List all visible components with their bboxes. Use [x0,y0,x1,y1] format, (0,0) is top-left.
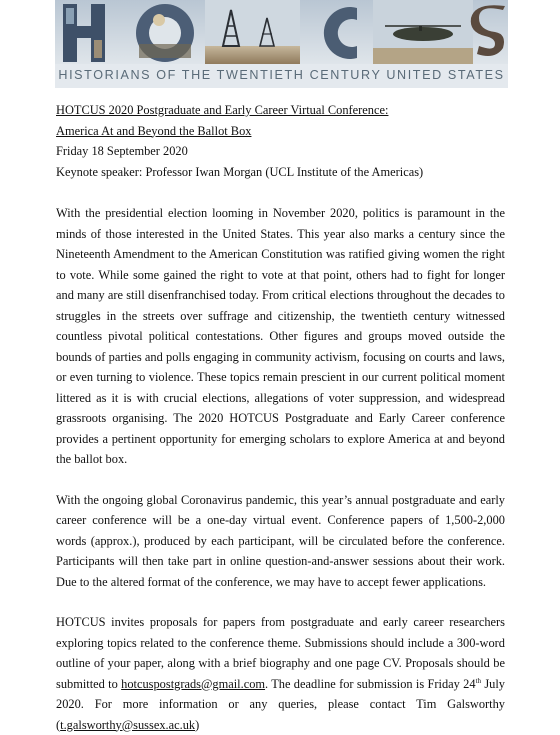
conference-title-line1: HOTCUS 2020 Postgraduate and Early Career Virtual Conference: [56,103,389,117]
paragraph-context: With the presidential election looming in November 2020, politics is paramount in the minds of those interested in the United States. This year also marks a century since the Nineteenth Amendment to the American Constitution was ratified giving women the right to vote. While some gained the right to vote at that point, others had to fight for longer and many are still disenfranchised today. From critical elections throughout the decades to struggles in the streets over suffrage and citizenship, the twentieth century witnessed countless pivotal political contestations. Other figures and groups moved outside the bounds of parties and polls engaging in community activism, focusing on courts and laws, or even turning to violence. These topics remain prescient in our current political moment littered as it is with crucial elections, allegations of voter suppression, and widespread grassroots organising. The 2020 HOTCUS Postgraduate and Early Career conference provides a pertinent opportunity for emerging scholars to explore America at and beyond the ballot box. [56,206,505,466]
deadline-ordinal-suffix: th [475,676,482,685]
submission-text-part1: HOTCUS invites proposals for papers from postgraduate and early career researchers exploring topics related to the conference theme. Submissions should include a 300-word outline of your paper, along with a brief biography and one page CV. Proposals should be submitted to [56,615,505,691]
submission-text-part2: . The deadline for submission is Friday 24 [265,676,476,691]
submission-text-part3: July 2020. For more information or any queries, please contact Tim Galsworthy ( [56,676,505,732]
submission-text-part4: ) [195,717,200,732]
paragraph-submission [56,612,505,735]
conference-title-line2: America At and Beyond the Ballot Box [56,123,252,138]
banner-title: HISTORIANS OF THE TWENTIETH CENTURY UNITED STATES [58,68,505,82]
hotcus-banner [55,0,508,88]
submission-email-link[interactable]: hotcuspostgrads@gmail.com [121,676,266,691]
banner-collage-image [55,0,508,64]
document-body [56,100,505,735]
paragraph-format: With the ongoing global Coronavirus pandemic, this year’s annual postgraduate and early career conference will be a one-day virtual event. Conference papers of 1,500-2,000 words (approx.), produced by each participant, will be circulated before the conference. Participants will then take part in online question-and-answer sessions about their work. Due to the altered format of the conference, we may have to accept fewer applications. [56,492,505,589]
contact-email-link[interactable]: t.galsworthy@sussex.ac.uk [60,717,196,732]
keynote-speaker: Keynote speaker: Professor Iwan Morgan (UCL Institute of the Americas) [56,164,424,179]
conference-date: Friday 18 September 2020 [56,144,188,158]
